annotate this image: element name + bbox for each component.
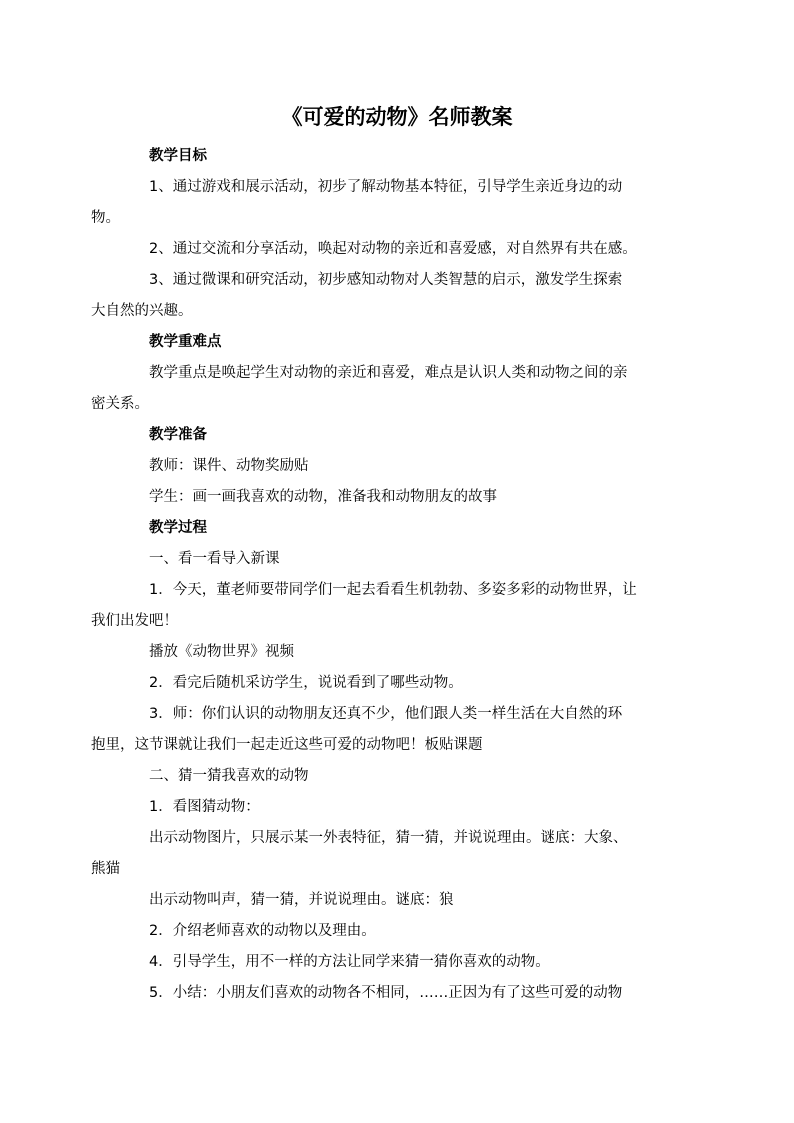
paragraph-line: 抱里，这节课就让我们一起走近这些可爱的动物吧！板贴课题 — [91, 737, 483, 753]
body-paragraph — [91, 699, 678, 761]
document-body — [91, 141, 678, 1009]
paragraph-line: 大自然的兴趣。 — [91, 303, 193, 319]
body-paragraph — [91, 823, 678, 885]
paragraph-line: 播放《动物世界》视频 — [149, 644, 294, 660]
paragraph-line: 2、通过交流和分享活动，唤起对动物的亲近和喜爱感，对自然界有共在感。 — [149, 241, 637, 257]
body-paragraph — [120, 234, 678, 265]
paragraph-line: 一、看一看导入新课 — [149, 551, 280, 567]
body-paragraph — [91, 172, 678, 234]
section-heading — [120, 141, 678, 172]
paragraph-line: 2．介绍老师喜欢的动物以及理由。 — [149, 923, 376, 939]
section-heading — [120, 420, 678, 451]
paragraph-line: 二、猜一猜我喜欢的动物 — [149, 768, 309, 784]
paragraph-line: 教学过程 — [149, 520, 207, 536]
paragraph-line: 2．看完后随机采访学生，说说看到了哪些动物。 — [149, 675, 463, 691]
paragraph-line: 1．看图猜动物： — [149, 799, 260, 815]
section-heading — [120, 513, 678, 544]
paragraph-line: 教学目标 — [149, 148, 207, 164]
body-paragraph — [120, 637, 678, 668]
body-paragraph — [120, 978, 678, 1009]
body-paragraph — [120, 916, 678, 947]
paragraph-line: 出示动物叫声，猜一猜，并说说理由。谜底：狼 — [149, 892, 454, 908]
body-paragraph — [120, 482, 678, 513]
paragraph-line: 密关系。 — [91, 396, 149, 412]
body-paragraph — [91, 575, 678, 637]
body-paragraph — [91, 265, 678, 327]
paragraph-line: 1．今天，董老师要带同学们一起去看看生机勃勃、多姿多彩的动物世界，让 — [149, 582, 637, 598]
body-paragraph — [120, 792, 678, 823]
paragraph-line: 熊猫 — [91, 861, 120, 877]
paragraph-line: 3、通过微课和研究活动，初步感知动物对人类智慧的启示，激发学生探索 — [149, 272, 623, 288]
paragraph-line: 教学准备 — [149, 427, 207, 443]
paragraph-line: 3．师：你们认识的动物朋友还真不少，他们跟人类一样生活在大自然的环 — [149, 706, 623, 722]
paragraph-line: 教学重难点 — [149, 334, 222, 350]
body-paragraph — [120, 885, 678, 916]
body-paragraph — [120, 947, 678, 978]
body-paragraph — [120, 761, 678, 792]
body-paragraph — [91, 358, 678, 420]
paragraph-line: 4．引导学生，用不一样的方法让同学来猜一猜你喜欢的动物。 — [149, 954, 550, 970]
paragraph-line: 学生：画一画我喜欢的动物，准备我和动物朋友的故事 — [149, 489, 497, 505]
paragraph-line: 5．小结：小朋友们喜欢的动物各不相同，……正因为有了这些可爱的动物 — [149, 985, 623, 1001]
document-title: 《可爱的动物》名师教案 — [281, 105, 513, 129]
paragraph-line: 我们出发吧！ — [91, 613, 178, 629]
section-heading — [120, 327, 678, 358]
paragraph-line: 出示动物图片，只展示某一外表特征，猜一猜，并说说理由。谜底：大象、 — [149, 830, 628, 846]
body-paragraph — [120, 544, 678, 575]
body-paragraph — [120, 668, 678, 699]
paragraph-line: 1、通过游戏和展示活动，初步了解动物基本特征，引导学生亲近身边的动 — [149, 179, 623, 195]
paragraph-line: 教学重点是唤起学生对动物的亲近和喜爱，难点是认识人类和动物之间的亲 — [149, 365, 628, 381]
body-paragraph — [120, 451, 678, 482]
paragraph-line: 教师：课件、动物奖励贴 — [149, 458, 309, 474]
paragraph-line: 物。 — [91, 210, 120, 226]
